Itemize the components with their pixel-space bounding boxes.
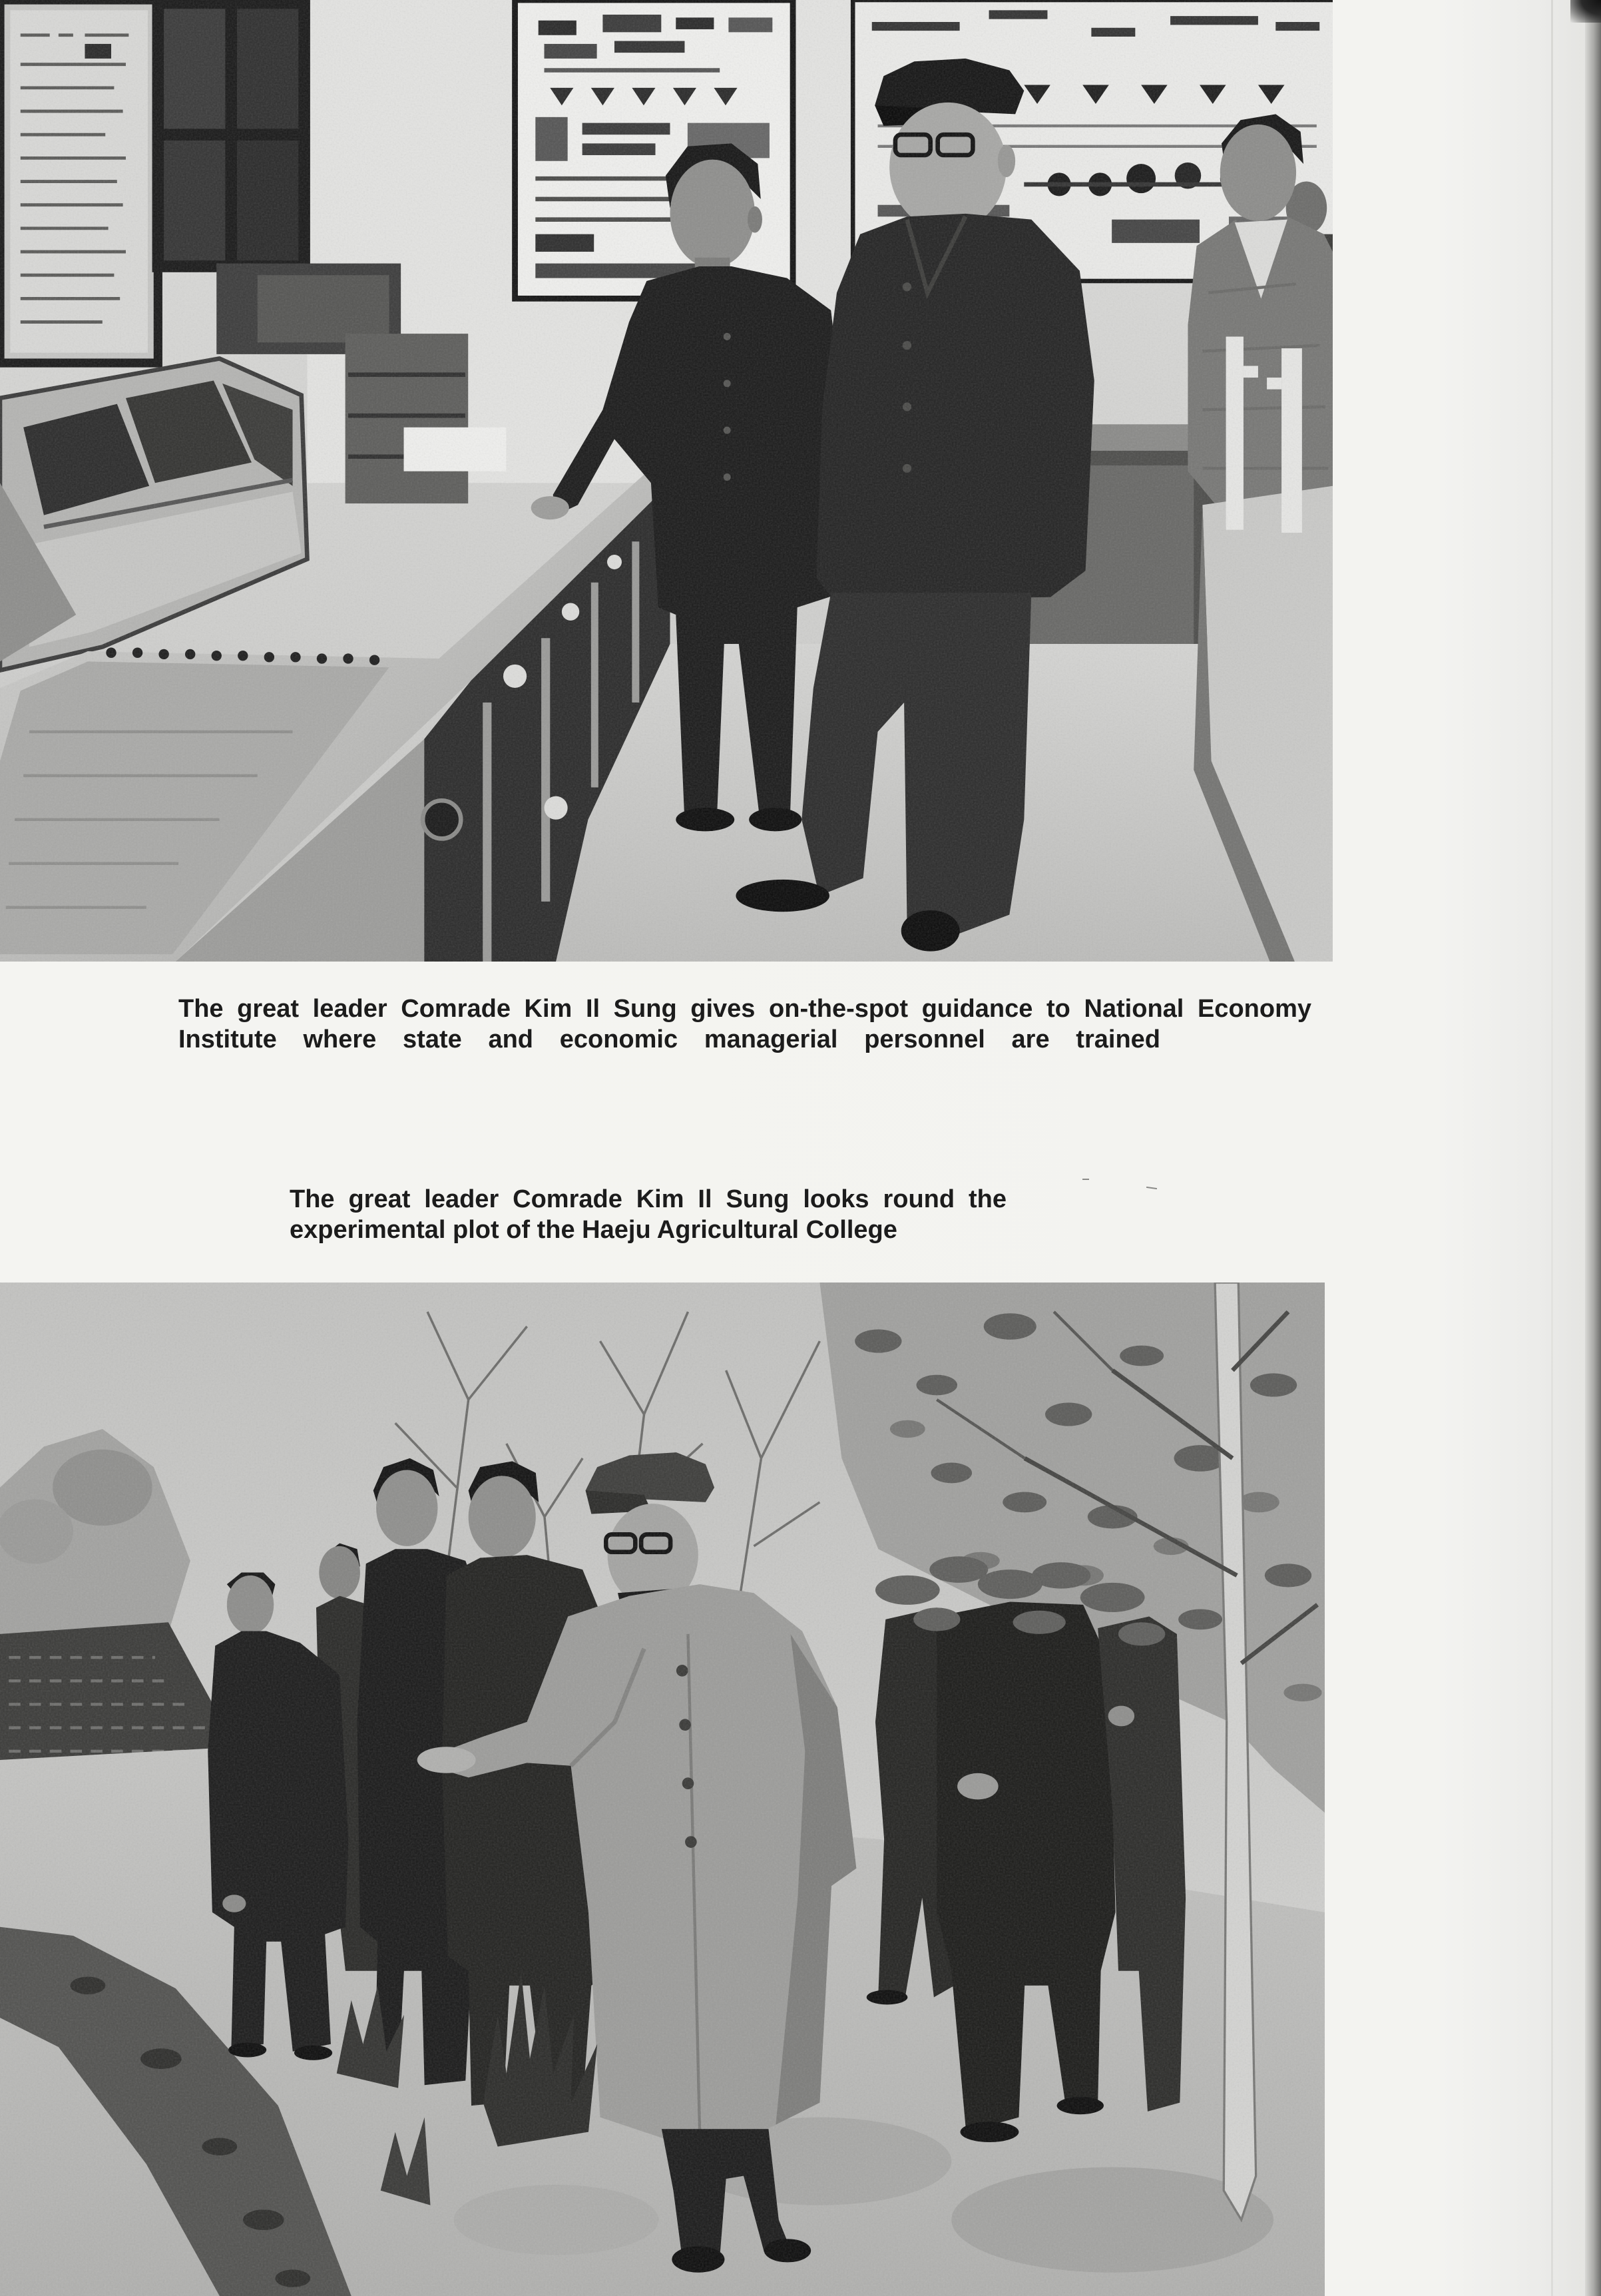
ink-speck bbox=[1082, 1179, 1089, 1180]
photo-institute-visit-image bbox=[0, 0, 1333, 962]
film-grain bbox=[0, 1283, 1325, 2296]
caption-line: The great leader Comrade Kim Il Sung gives on-the-spot guidance to National Economy bbox=[178, 995, 1311, 1023]
page-edge-shadow bbox=[1585, 0, 1601, 2296]
caption-college-visit bbox=[290, 1184, 1007, 1245]
film-grain bbox=[0, 0, 1333, 962]
caption-line: The great leader Comrade Kim Il Sung looks round the bbox=[290, 1185, 1007, 1213]
photo-agricultural-college-visit bbox=[0, 1283, 1325, 2296]
photo-agricultural-college-visit-image bbox=[0, 1283, 1325, 2296]
ink-speck bbox=[1146, 1187, 1157, 1189]
caption-institute-visit bbox=[178, 994, 1311, 1055]
caption-line: Institute where state and economic managerial personnel are trained bbox=[178, 1025, 1160, 1053]
caption-line: experimental plot of the Haeju Agricultural College bbox=[290, 1216, 897, 1244]
page-corner-shadow bbox=[1570, 0, 1601, 23]
photo-institute-visit bbox=[0, 0, 1333, 962]
page-fold-line bbox=[1551, 0, 1553, 2296]
